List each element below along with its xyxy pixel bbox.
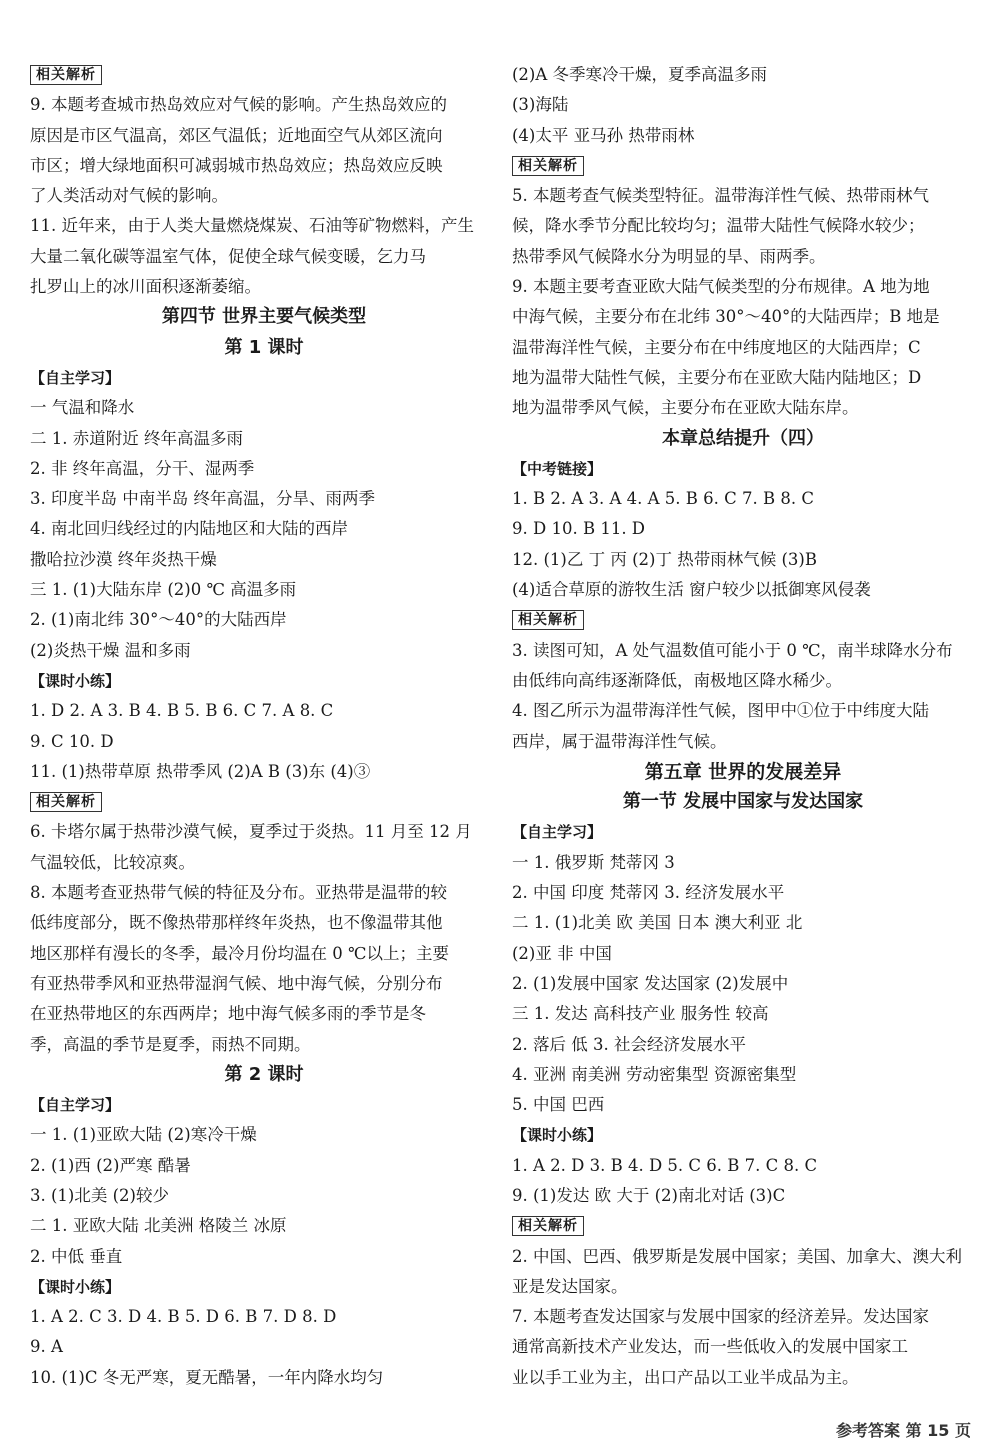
answer-line: (4)适合草原的游牧生活 窗户较少以抵御寒风侵袭: [512, 580, 871, 600]
answer-line: 1. A 2. C 3. D 4. B 5. D 6. B 7. D 8. D: [30, 1307, 337, 1327]
answer-line: 11. 近年来，由于人类大量燃烧煤炭、石油等矿物燃料，产生: [30, 216, 474, 236]
answer-line: 气温较低，比较凉爽。: [30, 852, 195, 872]
analysis-tag-row: [30, 787, 498, 817]
answer-line: 7. 本题考查发达国家与发展中国家的经济差异。发达国家: [512, 1307, 929, 1327]
answer-line: 二 1. 亚欧大陆 北美洲 格陵兰 冰原: [30, 1216, 287, 1236]
answer-line: 三 1. (1)大陆东岸 (2)0 ℃ 高温多雨: [30, 580, 297, 600]
answer-line: 2. 中国 印度 梵蒂冈 3. 经济发展水平: [512, 883, 785, 903]
section-label: 【课时小练】: [30, 671, 121, 690]
right-column: [512, 60, 974, 1393]
answer-line: 一 1. (1)亚欧大陆 (2)寒冷干燥: [30, 1125, 257, 1145]
section-label: 【自主学习】: [30, 368, 121, 387]
answer-line: 温带海洋性气候，主要分布在中纬度地区的大陆西岸；C: [512, 337, 921, 357]
answer-line: 1. B 2. A 3. A 4. A 5. B 6. C 7. B 8. C: [512, 489, 814, 509]
answer-line: 11. (1)热带草原 热带季风 (2)A B (3)东 (4)③: [30, 761, 371, 781]
answer-line: 地为温带大陆性气候，主要分布在亚欧大陆内陆地区；D: [512, 367, 922, 387]
section-heading: 第 1 课时: [224, 336, 304, 358]
answer-line: 二 1. 赤道附近 终年高温多雨: [30, 428, 243, 448]
answer-line: 在亚热带地区的东西两岸；地中海气候多雨的季节是冬: [30, 1004, 426, 1024]
answer-line: (2)炎热干燥 温和多雨: [30, 640, 191, 660]
answer-line: 9. 本题考查城市热岛效应对气候的影响。产生热岛效应的: [30, 95, 447, 115]
answer-line: 了人类活动对气候的影响。: [30, 186, 228, 206]
answer-line: 西岸，属于温带海洋性气候。: [512, 731, 727, 751]
section-label: 【自主学习】: [512, 823, 603, 842]
answer-line: 一 1. 俄罗斯 梵蒂冈 3: [512, 852, 675, 872]
answer-line: 业以手工业为主，出口产品以工业半成品为主。: [512, 1367, 859, 1387]
section-label: 【课时小练】: [512, 1126, 603, 1145]
answer-line: 亚是发达国家。: [512, 1276, 628, 1296]
analysis-tag: 相关解析: [512, 610, 584, 630]
answer-line: 季，高温的季节是夏季，雨热不同期。: [30, 1034, 311, 1054]
answer-line: 1. A 2. D 3. B 4. D 5. C 6. B 7. C 8. C: [512, 1155, 818, 1175]
answer-line: 3. 印度半岛 中南半岛 终年高温，分旱、雨两季: [30, 489, 375, 509]
answer-line: 2. 落后 低 3. 社会经济发展水平: [512, 1034, 746, 1054]
section-label: 【中考链接】: [512, 459, 603, 478]
analysis-tag-row: [512, 151, 974, 181]
answer-line: 低纬度部分，既不像热带那样终年炎热，也不像温带其他: [30, 913, 443, 933]
answer-line: 9. D 10. B 11. D: [512, 519, 646, 539]
answer-line: (4)太平 亚马孙 热带雨林: [512, 125, 695, 145]
section-heading: 第五章 世界的发展差异: [644, 760, 842, 783]
answer-line: 4. 亚洲 南美洲 劳动密集型 资源密集型: [512, 1064, 797, 1084]
section-heading: 第四节 世界主要气候类型: [161, 306, 367, 328]
answer-line: 9. (1)发达 欧 大于 (2)南北对话 (3)C: [512, 1185, 786, 1205]
answer-line: 10. (1)C 冬无严寒，夏无酷暑，一年内降水均匀: [30, 1367, 384, 1387]
answer-line: 9. 本题主要考查亚欧大陆气候类型的分布规律。A 地为地: [512, 277, 930, 297]
answer-line: (3)海陆: [512, 95, 569, 115]
analysis-tag-row: [512, 1211, 974, 1241]
answer-line: 2. 非 终年高温，分干、湿两季: [30, 458, 255, 478]
answer-line: 一 气温和降水: [30, 398, 135, 418]
analysis-tag-row: [512, 605, 974, 635]
answer-line: 原因是市区气温高，郊区气温低；近地面空气从郊区流向: [30, 125, 443, 145]
answer-line: 2. (1)发展中国家 发达国家 (2)发展中: [512, 973, 789, 993]
answer-line: 扎罗山上的冰川面积逐渐萎缩。: [30, 277, 261, 297]
analysis-tag-row: [30, 60, 498, 90]
answer-line: (2)A 冬季寒冷干燥，夏季高温多雨: [512, 65, 768, 84]
answer-line: 大量二氧化碳等温室气体，促使全球气候变暖，乞力马: [30, 246, 426, 266]
answer-line: 市区；增大绿地面积可减弱城市热岛效应；热岛效应反映: [30, 155, 443, 175]
answer-line: 9. A: [30, 1337, 63, 1357]
answer-line: 热带季风气候降水分为明显的旱、雨两季。: [512, 246, 826, 266]
section-label: 【自主学习】: [30, 1096, 121, 1115]
answer-line: 中海气候，主要分布在北纬 30°～40°的大陆西岸；B 地是: [512, 307, 940, 327]
answer-line: 由低纬向高纬逐渐降低，南极地区降水稀少。: [512, 670, 842, 690]
answer-line: 2. 中低 垂直: [30, 1246, 123, 1266]
answer-line: (2)亚 非 中国: [512, 943, 612, 963]
answer-line: 5. 本题考查气候类型特征。温带海洋性气候、热带雨林气: [512, 186, 929, 206]
answer-line: 9. C 10. D: [30, 731, 114, 751]
answer-line: 地区那样有漫长的冬季，最冷月份均温在 0 ℃以上；主要: [30, 943, 449, 963]
answer-line: 撒哈拉沙漠 终年炎热干燥: [30, 549, 217, 569]
answer-line: 2. (1)南北纬 30°～40°的大陆西岸: [30, 610, 287, 630]
answer-line: 6. 卡塔尔属于热带沙漠气候，夏季过于炎热。11 月至 12 月: [30, 822, 472, 842]
answer-line: 通常高新技术产业发达，而一些低收入的发展中国家工: [512, 1337, 908, 1357]
answer-line: 二 1. (1)北美 欧 美国 日本 澳大利亚 北: [512, 913, 803, 933]
answer-line: 5. 中国 巴西: [512, 1095, 605, 1115]
answer-line: 1. D 2. A 3. B 4. B 5. B 6. C 7. A 8. C: [30, 701, 334, 721]
left-column: [30, 60, 498, 1393]
section-heading: 第 2 课时: [224, 1063, 304, 1085]
answer-line: 12. (1)乙 丁 丙 (2)丁 热带雨林气候 (3)B: [512, 549, 817, 569]
section-heading: 第一节 发展中国家与发达国家: [622, 791, 864, 813]
analysis-tag: 相关解析: [512, 156, 584, 176]
answer-line: 8. 本题考查亚热带气候的特征及分布。亚热带是温带的较: [30, 883, 447, 903]
section-label: 【课时小练】: [30, 1277, 121, 1296]
analysis-tag: 相关解析: [30, 65, 102, 85]
analysis-tag: 相关解析: [30, 792, 102, 812]
answer-line: 2. 中国、巴西、俄罗斯是发展中国家；美国、加拿大、澳大利: [512, 1246, 962, 1266]
answer-line: 3. (1)北美 (2)较少: [30, 1185, 169, 1205]
answer-line: 有亚热带季风和亚热带湿润气候、地中海气候，分别分布: [30, 973, 443, 993]
answer-line: 4. 图乙所示为温带海洋性气候，图甲中①位于中纬度大陆: [512, 701, 929, 721]
page-footer: 参考答案 第 15 页: [836, 1421, 971, 1440]
answer-line: 三 1. 发达 高科技产业 服务性 较高: [512, 1004, 769, 1024]
answer-line: 地为温带季风气候，主要分布在亚欧大陆东岸。: [512, 398, 859, 418]
analysis-tag: 相关解析: [512, 1216, 584, 1236]
answer-line: 2. (1)西 (2)严寒 酷暑: [30, 1155, 191, 1175]
answer-line: 候，降水季节分配比较均匀；温带大陆性气候降水较少；: [512, 216, 925, 236]
section-heading: 本章总结提升（四）: [662, 427, 824, 449]
answer-line: 3. 读图可知，A 处气温数值可能小于 0 ℃，南半球降水分布: [512, 640, 953, 660]
answer-line: 4. 南北回归线经过的内陆地区和大陆的西岸: [30, 519, 348, 539]
